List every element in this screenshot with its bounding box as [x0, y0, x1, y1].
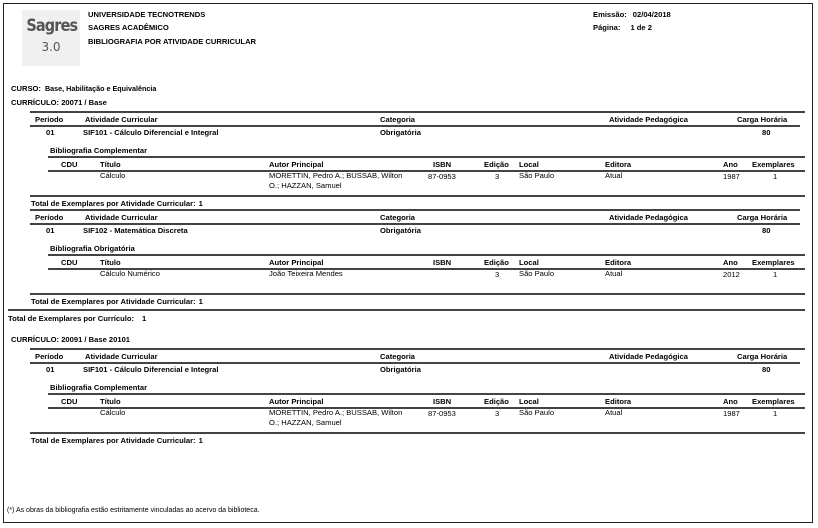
col-autor: Autor Principal: [269, 397, 324, 406]
categoria: Obrigatória: [380, 226, 421, 235]
system-name: SAGRES ACADÊMICO: [88, 23, 169, 32]
footnote: (*) As obras da bibliografia estão estritamente vinculadas ao acervo da biblioteca.: [7, 507, 260, 514]
curriculo-title: CURRÍCULO: 20091 / Base 20101: [11, 335, 131, 344]
periodo: 01: [46, 226, 55, 235]
periodo: 01: [46, 365, 55, 374]
book-isbn: 87-0953: [428, 172, 456, 181]
curriculo-divider: [30, 348, 805, 350]
col-categoria: Categoria: [380, 352, 416, 361]
carga-horaria: 80: [762, 128, 771, 137]
atividade-curricular: SIF101 - Cálculo Diferencial e Integral: [83, 128, 219, 137]
header-underline: [30, 362, 800, 364]
col-titulo: Título: [100, 397, 121, 406]
book-edicao: 3: [495, 409, 500, 418]
total-atividade-value: 1: [198, 199, 203, 208]
col-editora: Editora: [605, 397, 632, 406]
col-edicao: Edição: [484, 258, 509, 267]
col-local: Local: [519, 258, 539, 267]
book-editora: Atual: [605, 408, 623, 417]
activity-separator: [30, 209, 800, 211]
col-categoria: Categoria: [380, 115, 416, 124]
col-editora: Editora: [605, 160, 632, 169]
total-atividade-value: 1: [198, 297, 203, 306]
bib-divider: [48, 156, 805, 158]
col-ano: Ano: [723, 160, 738, 169]
periodo: 01: [46, 128, 55, 137]
institution-name: UNIVERSIDADE TECNOTRENDS: [88, 10, 206, 19]
col-cdu: CDU: [61, 258, 78, 267]
col-atividade: Atividade Curricular: [85, 352, 158, 361]
bib-header-underline: [48, 407, 805, 409]
col-local: Local: [519, 160, 539, 169]
activity-divider: [30, 432, 805, 434]
total-atividade-label: Total de Exemplares por Atividade Curricular:: [31, 436, 196, 445]
col-pedagogica: Atividade Pedagógica: [609, 213, 688, 222]
bibliografia-type: Bibliografia Obrigatória: [50, 244, 135, 253]
atividade-curricular: SIF101 - Cálculo Diferencial e Integral: [83, 365, 219, 374]
bib-header-underline: [48, 170, 805, 172]
activity-divider: [30, 195, 805, 197]
report-title: BIBLIOGRAFIA POR ATIVIDADE CURRICULAR: [88, 37, 257, 46]
book-editora: Atual: [605, 269, 623, 278]
bib-header-underline: [48, 268, 805, 270]
book-ano: 1987: [723, 409, 740, 418]
col-cdu: CDU: [61, 397, 78, 406]
bib-divider: [48, 393, 805, 395]
activity-divider: [30, 293, 805, 295]
bibliografia-type: Bibliografia Complementar: [50, 383, 148, 392]
total-atividade: [31, 297, 203, 307]
book-local: São Paulo: [519, 269, 555, 278]
emissao: [593, 10, 671, 20]
col-cdu: CDU: [61, 160, 78, 169]
categoria: Obrigatória: [380, 128, 421, 137]
curriculo-total-divider: [8, 309, 805, 311]
col-titulo: Título: [100, 160, 121, 169]
total-curriculo-value: 1: [142, 314, 147, 323]
book-ano: 2012: [723, 270, 740, 279]
pagina-label: Página:: [593, 23, 621, 32]
total-atividade-label: Total de Exemplares por Atividade Curricular:: [31, 199, 196, 208]
book-titulo: Cálculo: [100, 171, 126, 180]
curso-value: Base, Habilitação e Equivalência: [44, 84, 157, 93]
book-edicao: 3: [495, 172, 500, 181]
emissao-label: Emissão:: [593, 10, 627, 19]
col-pedagogica: Atividade Pedagógica: [609, 352, 688, 361]
book-autor-cont: O.; HAZZAN, Samuel: [269, 181, 342, 190]
col-autor: Autor Principal: [269, 160, 324, 169]
book-autor: João Teixeira Mendes: [269, 269, 343, 278]
book-local: São Paulo: [519, 408, 555, 417]
col-isbn: ISBN: [433, 397, 452, 406]
col-periodo: Período: [35, 115, 64, 124]
curso-label: CURSO:: [11, 84, 41, 93]
col-categoria: Categoria: [380, 213, 416, 222]
pagina-value: 1 de 2: [630, 23, 652, 32]
col-ano: Ano: [723, 258, 738, 267]
col-edicao: Edição: [484, 397, 509, 406]
col-carga: Carga Horária: [737, 115, 788, 124]
col-autor: Autor Principal: [269, 258, 324, 267]
col-carga: Carga Horária: [737, 213, 788, 222]
book-exemplares: 1: [773, 172, 778, 181]
header-underline: [30, 223, 800, 225]
col-titulo: Título: [100, 258, 121, 267]
bibliografia-type: Bibliografia Complementar: [50, 146, 148, 155]
book-editora: Atual: [605, 171, 623, 180]
col-carga: Carga Horária: [737, 352, 788, 361]
header-underline: [30, 125, 800, 127]
total-atividade-value: 1: [198, 436, 203, 445]
col-isbn: ISBN: [433, 258, 452, 267]
categoria: Obrigatória: [380, 365, 421, 374]
total-curriculo-label: Total de Exemplares por Currículo:: [8, 314, 135, 323]
pagina: [593, 23, 652, 33]
col-atividade: Atividade Curricular: [85, 213, 158, 222]
total-curriculo: [8, 314, 146, 324]
book-autor: MORETTIN, Pedro A.; BUSSAB, Wilton: [269, 171, 403, 180]
book-autor: MORETTIN, Pedro A.; BUSSAB, Wilton: [269, 408, 403, 417]
sagres-logo: Sagres 3.0: [22, 10, 80, 66]
col-edicao: Edição: [484, 160, 509, 169]
col-exemplares: Exemplares: [752, 258, 795, 267]
atividade-curricular: SIF102 - Matemática Discreta: [83, 226, 188, 235]
total-atividade: [31, 199, 203, 209]
col-isbn: ISBN: [433, 160, 452, 169]
col-exemplares: Exemplares: [752, 397, 795, 406]
col-ano: Ano: [723, 397, 738, 406]
col-pedagogica: Atividade Pedagógica: [609, 115, 688, 124]
book-exemplares: 1: [773, 270, 778, 279]
col-periodo: Período: [35, 213, 64, 222]
col-exemplares: Exemplares: [752, 160, 795, 169]
curso: [11, 84, 156, 94]
col-atividade: Atividade Curricular: [85, 115, 158, 124]
bib-divider: [48, 254, 805, 256]
book-titulo: Cálculo: [100, 408, 126, 417]
emissao-value: 02/04/2018: [632, 10, 671, 19]
book-edicao: 3: [495, 270, 500, 279]
book-local: São Paulo: [519, 171, 555, 180]
book-isbn: 87-0953: [428, 409, 456, 418]
col-editora: Editora: [605, 258, 632, 267]
book-autor-cont: O.; HAZZAN, Samuel: [269, 418, 342, 427]
curriculo-divider: [30, 111, 805, 113]
col-periodo: Período: [35, 352, 64, 361]
book-exemplares: 1: [773, 409, 778, 418]
total-atividade-label: Total de Exemplares por Atividade Curricular:: [31, 297, 196, 306]
total-atividade: [31, 436, 203, 446]
book-ano: 1987: [723, 172, 740, 181]
curriculo-title: CURRÍCULO: 20071 / Base: [11, 98, 107, 107]
carga-horaria: 80: [762, 365, 771, 374]
col-local: Local: [519, 397, 539, 406]
carga-horaria: 80: [762, 226, 771, 235]
book-titulo: Cálculo Numérico: [100, 269, 160, 278]
